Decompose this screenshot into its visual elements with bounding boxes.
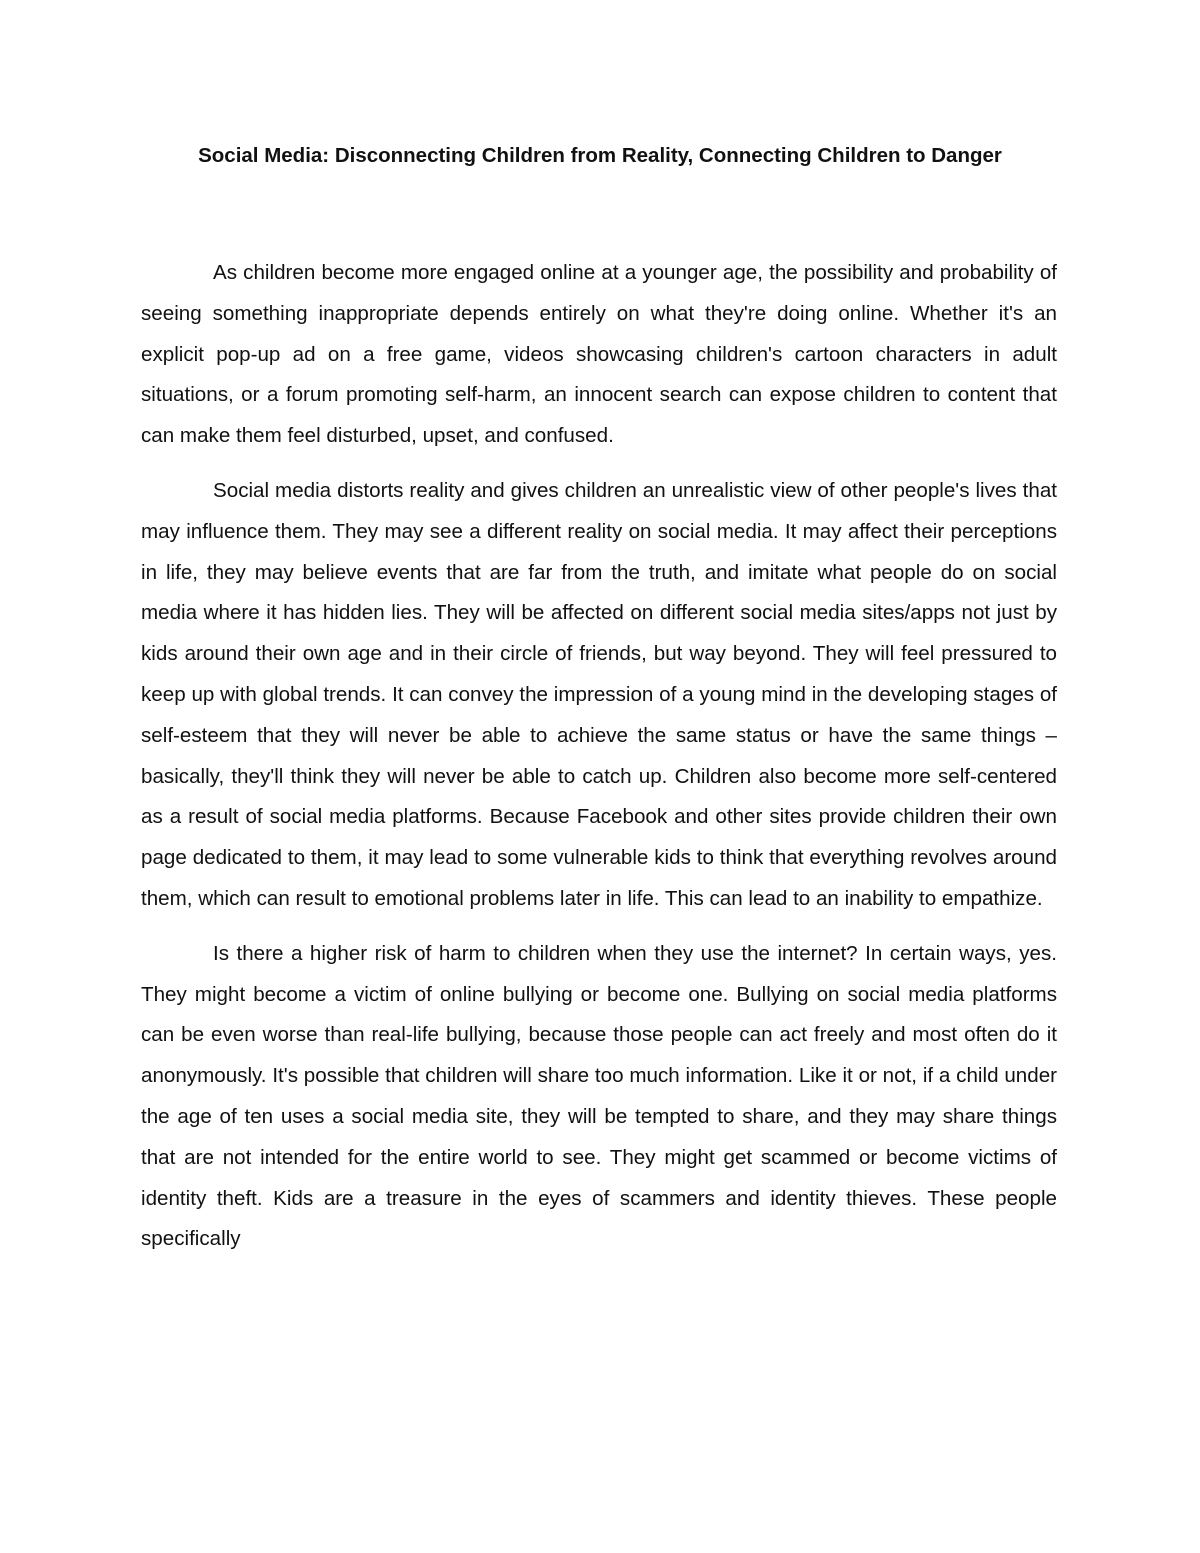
document-body (141, 253, 1057, 1274)
paragraph-3: Is there a higher risk of harm to children when they use the internet? In certain ways, yes. They might become a victim of online bullying or become one. Bullying on social media platforms can be even worse than real-life bullying, because those people can act freely and most often do it anonymously. It's possible that children will share too much information. Like it or not, if a child under the age of ten uses a social media site, they will be tempted to share, and they may share things that are not intended for the entire world to see. They might get scammed or become victims of identity theft. Kids are a treasure in the eyes of scammers and identity thieves. These people specifically (141, 941, 1057, 1251)
paragraph-2: Social media distorts reality and gives children an unrealistic view of other people's lives that may influence them. They may see a different reality on social media. It may affect their perceptions in life, they may believe events that are far from the truth, and imitate what people do on social media where it has hidden lies. They will be affected on different social media sites/apps not just by kids around their own age and in their circle of friends, but way beyond. They will feel pressured to keep up with global trends. It can convey the impression of a young mind in the developing stages of self-esteem that they will never be able to achieve the same status or have the same things – basically, they'll think they will never be able to catch up. Children also become more self-centered as a result of social media platforms. Because Facebook and other sites provide children their own page dedicated to them, it may lead to some vulnerable kids to think that everything revolves around them, which can result to emotional problems later in life. This can lead to an inability to empathize. (141, 478, 1057, 910)
paragraph-1: As children become more engaged online at a younger age, the possibility and probability of seeing something inappropriate depends entirely on what they're doing online. Whether it's an explicit pop-up ad on a free game, videos showcasing children's cartoon characters in adult situations, or a forum promoting self-harm, an innocent search can expose children to content that can make them feel disturbed, upset, and confused. (141, 261, 1057, 448)
document-title: Social Media: Disconnecting Children from Reality, Connecting Children to Danger (198, 144, 1002, 167)
